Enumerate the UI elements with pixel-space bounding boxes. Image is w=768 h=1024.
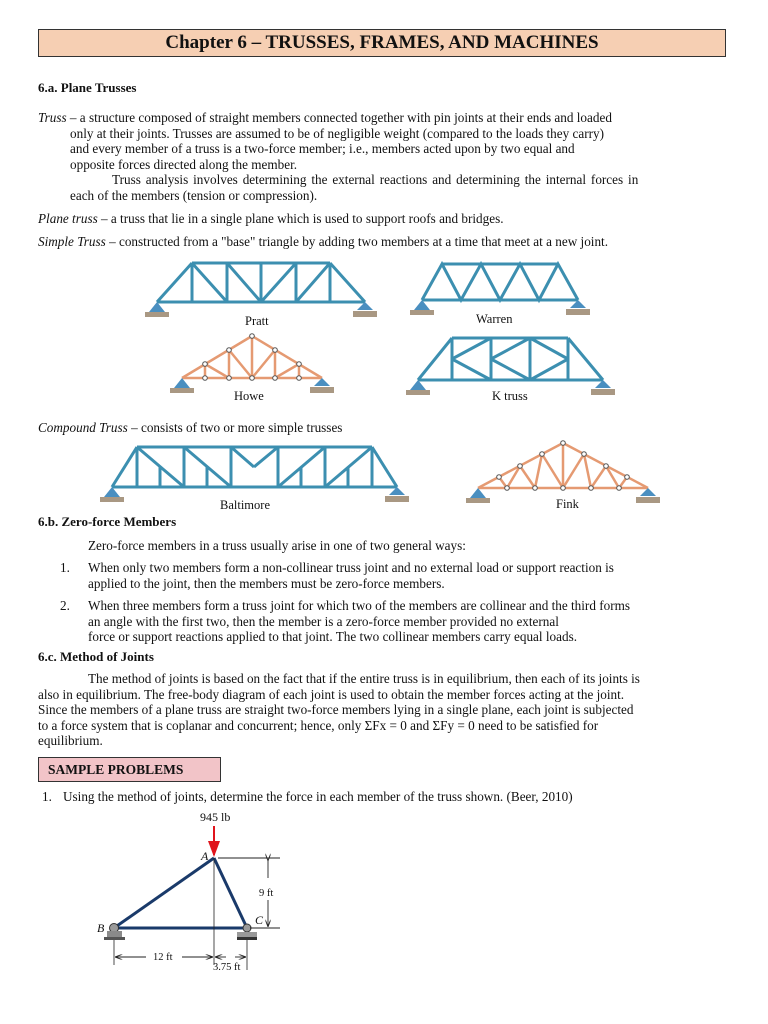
- dimension-lines: [116, 858, 280, 957]
- sample-problems-badge: SAMPLE PROBLEMS: [38, 757, 221, 782]
- truss-def-line-1: – a structure composed of straight members connected together with pin joints at their ends and loaded: [66, 110, 612, 125]
- fink-truss-figure: [478, 443, 648, 488]
- truss-def-line-3: and every member of a truss is a two-force member; i.e., members acted upon by two equal and: [70, 141, 575, 157]
- analysis-line-1: Truss analysis involves determining the external reactions and determining the internal forces in: [112, 172, 639, 188]
- dim-label-3-75ft: 3.75 ft: [213, 962, 241, 973]
- rule-2-line-3: force or support reactions applied to that joint. The two collinear members carry equal loads.: [88, 629, 577, 645]
- method-line-4: to a force system that is coplanar and concurrent; hence, only ΣFx = 0 and ΣFy = 0 need to be satisfied for: [38, 717, 599, 733]
- method-line-3: Since the members of a plane truss are straight two-force members lying in a single plane, each joint is subjected: [38, 702, 634, 718]
- term-truss: Truss: [38, 110, 67, 125]
- howe-truss-figure: [182, 336, 322, 378]
- chapter-title: Chapter 6 – TRUSSES, FRAMES, AND MACHINES: [38, 29, 726, 57]
- truss-def-line-4: opposite forces directed along the member.: [70, 156, 298, 172]
- term-simple-truss: Simple Truss: [38, 234, 106, 249]
- plane-truss-text: – a truss that lie in a single plane which is used to support roofs and bridges.: [97, 211, 504, 226]
- list-number-1: 1.: [60, 560, 70, 575]
- sample-supports: [104, 924, 257, 941]
- sample-truss-figure: [114, 858, 247, 970]
- k-truss-supports: [406, 380, 615, 395]
- analysis-line-2: each of the members (tension or compression).: [70, 187, 318, 203]
- joint-label-a: A: [201, 849, 209, 863]
- term-plane-truss: Plane truss: [38, 211, 98, 226]
- k-truss-figure: [418, 338, 603, 380]
- joint-label-b: B: [97, 921, 105, 935]
- rule-2-line-2: an angle with the first two, then the member is a zero-force member provided no external: [88, 613, 559, 629]
- simple-truss-text: – constructed from a "base" triangle by adding two members at a time that meet at a new joint.: [105, 234, 609, 249]
- label-warren: Warren: [476, 312, 513, 326]
- rule-1-line-1: When only two members form a non-collinear truss joint and no external load or support reaction is: [88, 560, 614, 575]
- term-compound-truss: Compound Truss: [38, 420, 128, 435]
- list-number-2: 2.: [60, 598, 70, 613]
- joint-label-c: C: [255, 913, 264, 927]
- problem-1-text: Using the method of joints, determine the force in each member of the truss shown. (Beer, 2010): [63, 789, 573, 804]
- truss-def-line-2: only at their joints. Trusses are assumed to be of negligible weight (compared to the loads they carry): [70, 125, 604, 141]
- dim-label-12ft: 12 ft: [153, 952, 173, 963]
- section-heading-zero-force: 6.b. Zero-force Members: [38, 514, 177, 529]
- load-label: 945 lb: [200, 810, 231, 824]
- label-howe: Howe: [234, 389, 264, 403]
- section-heading-method-of-joints: 6.c. Method of Joints: [38, 649, 154, 664]
- compound-truss-text: – consists of two or more simple trusses: [127, 420, 343, 435]
- label-pratt: Pratt: [245, 314, 269, 328]
- problem-number-1: 1.: [42, 789, 52, 804]
- rule-2-line-1: When three members form a truss joint for which two of the members are collinear and the third forms: [88, 598, 630, 613]
- baltimore-truss-figure: [112, 447, 397, 487]
- method-line-2: also in equilibrium. The free-body diagram of each joint is used to obtain the member forces acting at the joint.: [38, 686, 625, 702]
- section-heading-plane-trusses: 6.a. Plane Trusses: [38, 80, 137, 95]
- warren-truss-figure: [422, 264, 578, 300]
- label-k-truss: K truss: [492, 389, 528, 403]
- pratt-supports: [145, 302, 377, 317]
- method-line-5: equilibrium.: [38, 733, 103, 749]
- dim-label-9ft: 9 ft: [259, 888, 274, 899]
- baltimore-supports: [100, 487, 409, 502]
- label-baltimore: Baltimore: [220, 498, 270, 512]
- label-fink: Fink: [556, 497, 579, 511]
- method-line-1: The method of joints is based on the fact that if the entire truss is in equilibrium, then each of its joints is: [88, 671, 640, 686]
- rule-1-line-2: applied to the joint, then the members must be zero-force members.: [88, 575, 445, 591]
- zero-force-intro: Zero-force members in a truss usually arise in one of two general ways:: [88, 538, 466, 553]
- pratt-truss-figure: [157, 263, 365, 302]
